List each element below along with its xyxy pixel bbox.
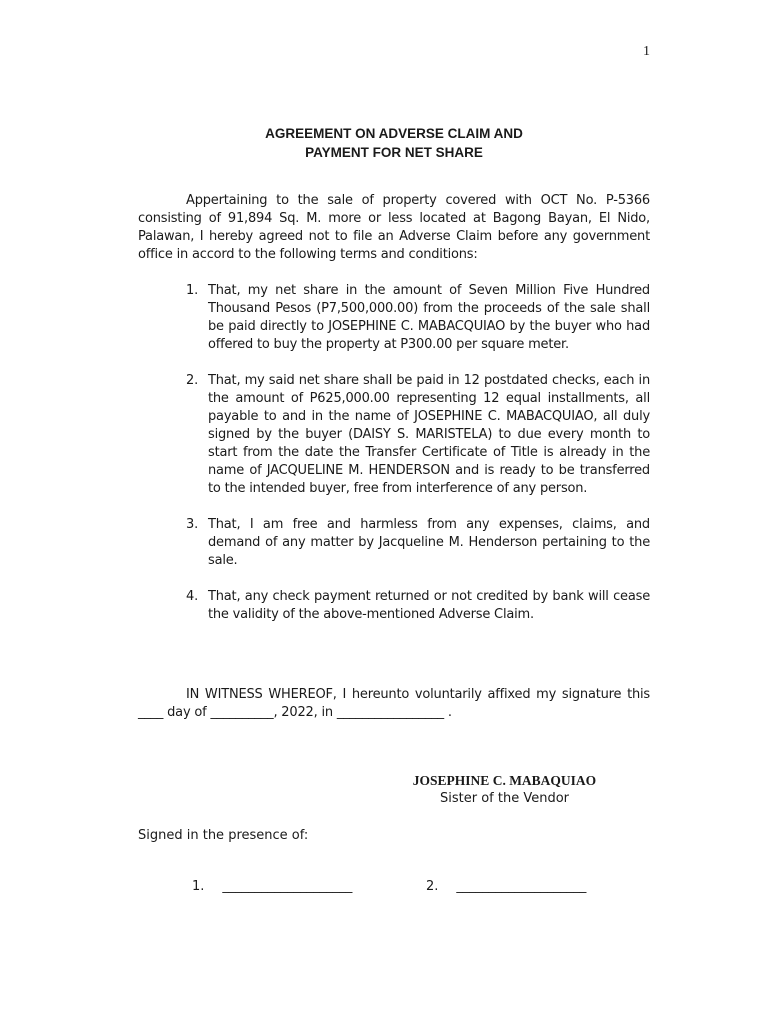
document-title xyxy=(138,124,650,162)
intro-paragraph: Appertaining to the sale of property covered with OCT No. P-5366 consisting of 91,894 Sq. M. more or less located at Bagong Bayan, El Nido, Palawan, I hereby agreed not to file an Adverse Claim before any government office in accord to the following terms and conditions: xyxy=(138,193,650,262)
term-item xyxy=(180,372,650,498)
terms-list xyxy=(180,282,650,642)
term-text: That, I am free and harmless from any expenses, claims, and demand of any matter by Jacqueline M. Henderson pertaining to the sale. xyxy=(208,517,650,568)
witness-number: 2. xyxy=(426,879,439,894)
term-text: That, any check payment returned or not credited by bank will cease the validity of the above-mentioned Adverse Claim. xyxy=(208,589,650,622)
term-item xyxy=(180,588,650,624)
witness-blank: ____________________ xyxy=(456,879,587,894)
term-number: 4. xyxy=(186,589,199,604)
term-number: 2. xyxy=(186,373,199,388)
term-number: 1. xyxy=(186,283,199,298)
term-text: That, my net share in the amount of Seven Million Five Hundred Thousand Pesos (P7,500,000.00) from the proceeds of the sale shall be paid directly to JOSEPHINE C. MABACQUIAO by the buyer who had offered to buy the property at P300.00 per square meter. xyxy=(208,283,650,352)
witness-signature-line xyxy=(426,878,586,896)
signatory-role: Sister of the Vendor xyxy=(439,791,569,806)
title-line-2: PAYMENT FOR NET SHARE xyxy=(305,145,483,160)
witness-signature-line xyxy=(192,878,352,896)
title-line-1: AGREEMENT ON ADVERSE CLAIM AND xyxy=(265,126,523,141)
witness-blank: ____________________ xyxy=(222,879,353,894)
signatory-name: JOSEPHINE C. MABAQUIAO xyxy=(412,773,597,788)
witness-clause: IN WITNESS WHEREOF, I hereunto voluntarily affixed my signature this ____ day of __________, 2022, in _________________ . xyxy=(138,687,650,720)
term-item xyxy=(180,516,650,570)
page-number: 1 xyxy=(643,44,650,59)
signatory-block xyxy=(372,772,637,808)
term-number: 3. xyxy=(186,517,199,532)
term-text: That, my said net share shall be paid in 12 postdated checks, each in the amount of P625,000.00 representing 12 equal installments, all payable to and in the name of JOSEPHINE C. MABACQUIAO, all duly signed by the buyer (DAISY S. MARISTELA) to due every month to start from the date the Transfer Certificate of Title is already in the name of JACQUELINE M. HENDERSON and is ready to be transferred to the intended buyer, free from interference of any person. xyxy=(208,373,650,496)
presence-label: Signed in the presence of: xyxy=(138,828,309,843)
term-item xyxy=(180,282,650,354)
witness-number: 1. xyxy=(192,879,205,894)
